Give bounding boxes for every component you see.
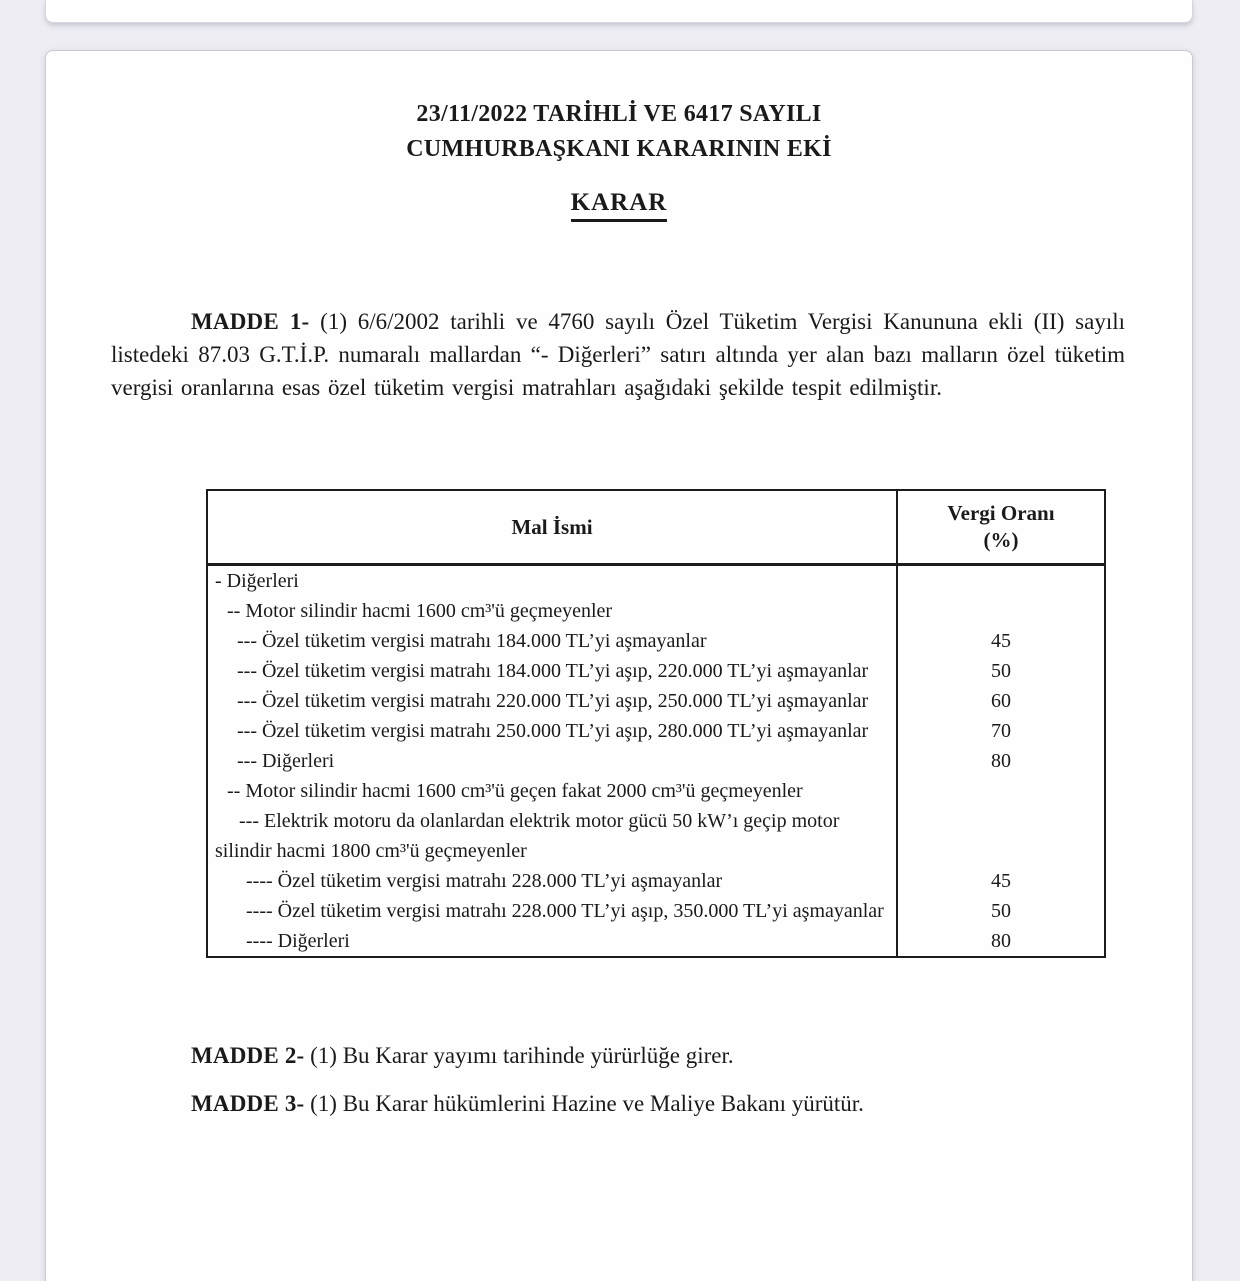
row-vergi-orani: 45	[991, 630, 1011, 652]
row-vergi-orani: 70	[991, 720, 1011, 742]
row-vergi-orani: 60	[991, 690, 1011, 712]
article-2-label: MADDE 2-	[191, 1043, 305, 1068]
row-mal-ismi: --- Özel tüketim vergisi matrahı 184.000 TL’yi aşıp, 220.000 TL’yi aşmayanlar	[208, 656, 898, 686]
article-3-text: (1) Bu Karar hükümlerini Hazine ve Maliye Bakanı yürütür.	[304, 1091, 864, 1116]
article-1	[111, 305, 1125, 404]
row-mal-ismi: --- Diğerleri	[208, 746, 898, 776]
decree-title	[46, 97, 1192, 167]
table-row	[208, 926, 1104, 956]
karar-heading-wrap	[46, 189, 1192, 222]
column-header-vergi-orani	[898, 491, 1104, 563]
row-mal-ismi: ---- Özel tüketim vergisi matrahı 228.000 TL’yi aşıp, 350.000 TL’yi aşmayanlar	[208, 896, 898, 926]
vergi-orani-header-line-2: (%)	[983, 528, 1019, 552]
row-mal-ismi: - Diğerleri	[208, 566, 898, 596]
table-row	[208, 566, 1104, 596]
article-2-text: (1) Bu Karar yayımı tarihinde yürürlüğe girer.	[304, 1043, 734, 1068]
article-3	[191, 1091, 1151, 1117]
article-3-label: MADDE 3-	[191, 1091, 305, 1116]
row-vergi-orani: 80	[991, 930, 1011, 952]
vergi-orani-header-line-1: Vergi Oranı	[947, 501, 1055, 525]
row-vergi-orani: 50	[991, 660, 1011, 682]
row-mal-ismi: --- Elektrik motoru da olanlardan elektrik motor gücü 50 kW’ı geçip motor silindir hacmi 1800 cm³'ü geçmeyenler	[208, 806, 898, 866]
row-vergi-orani	[898, 566, 1104, 596]
row-vergi-orani	[898, 806, 1104, 866]
row-mal-ismi: --- Özel tüketim vergisi matrahı 250.000 TL’yi aşıp, 280.000 TL’yi aşmayanlar	[208, 716, 898, 746]
table-row	[208, 686, 1104, 716]
row-vergi-orani	[898, 596, 1104, 626]
row-mal-ismi: --- Özel tüketim vergisi matrahı 220.000 TL’yi aşıp, 250.000 TL’yi aşmayanlar	[208, 686, 898, 716]
table-row	[208, 746, 1104, 776]
table-row	[208, 656, 1104, 686]
table-header-row	[208, 491, 1104, 566]
karar-heading: KARAR	[571, 189, 668, 222]
document-page	[45, 50, 1193, 1281]
table-row	[208, 806, 1104, 866]
table-row	[208, 776, 1104, 806]
row-vergi-orani: 45	[991, 870, 1011, 892]
table-row	[208, 626, 1104, 656]
decree-title-line-1: 23/11/2022 TARİHLİ VE 6417 SAYILI	[416, 101, 822, 127]
row-mal-ismi: ---- Diğerleri	[208, 926, 898, 956]
table-body	[208, 566, 1104, 956]
tax-rate-table	[206, 489, 1106, 958]
row-vergi-orani: 50	[991, 900, 1011, 922]
table-row	[208, 866, 1104, 896]
article-2	[191, 1043, 1151, 1069]
row-vergi-orani: 80	[991, 750, 1011, 772]
row-mal-ismi: -- Motor silindir hacmi 1600 cm³'ü geçen fakat 2000 cm³'ü geçmeyenler	[208, 776, 898, 806]
column-header-mal-ismi: Mal İsmi	[208, 491, 898, 563]
row-mal-ismi: ---- Özel tüketim vergisi matrahı 228.000 TL’yi aşmayanlar	[208, 866, 898, 896]
row-mal-ismi: --- Özel tüketim vergisi matrahı 184.000 TL’yi aşmayanlar	[208, 626, 898, 656]
article-1-text: (1) 6/6/2002 tarihli ve 4760 sayılı Özel Tüketim Vergisi Kanununa ekli (II) sayılı listedeki 87.03 G.T.İ.P. numaralı mallardan “- Diğerleri” satırı altında yer alan bazı malların özel tüketim vergisi oranlarına esas özel tüketim vergisi matrahları aşağıdaki şekilde tespit edilmiştir.	[111, 309, 1126, 400]
previous-page-fragment	[45, 0, 1193, 23]
table-row	[208, 716, 1104, 746]
row-vergi-orani	[898, 776, 1104, 806]
table-row	[208, 896, 1104, 926]
table-row	[208, 596, 1104, 626]
decree-title-line-2: CUMHURBAŞKANI KARARININ EKİ	[406, 136, 832, 162]
article-1-label: MADDE 1-	[191, 309, 310, 334]
row-mal-ismi: -- Motor silindir hacmi 1600 cm³'ü geçmeyenler	[208, 596, 898, 626]
